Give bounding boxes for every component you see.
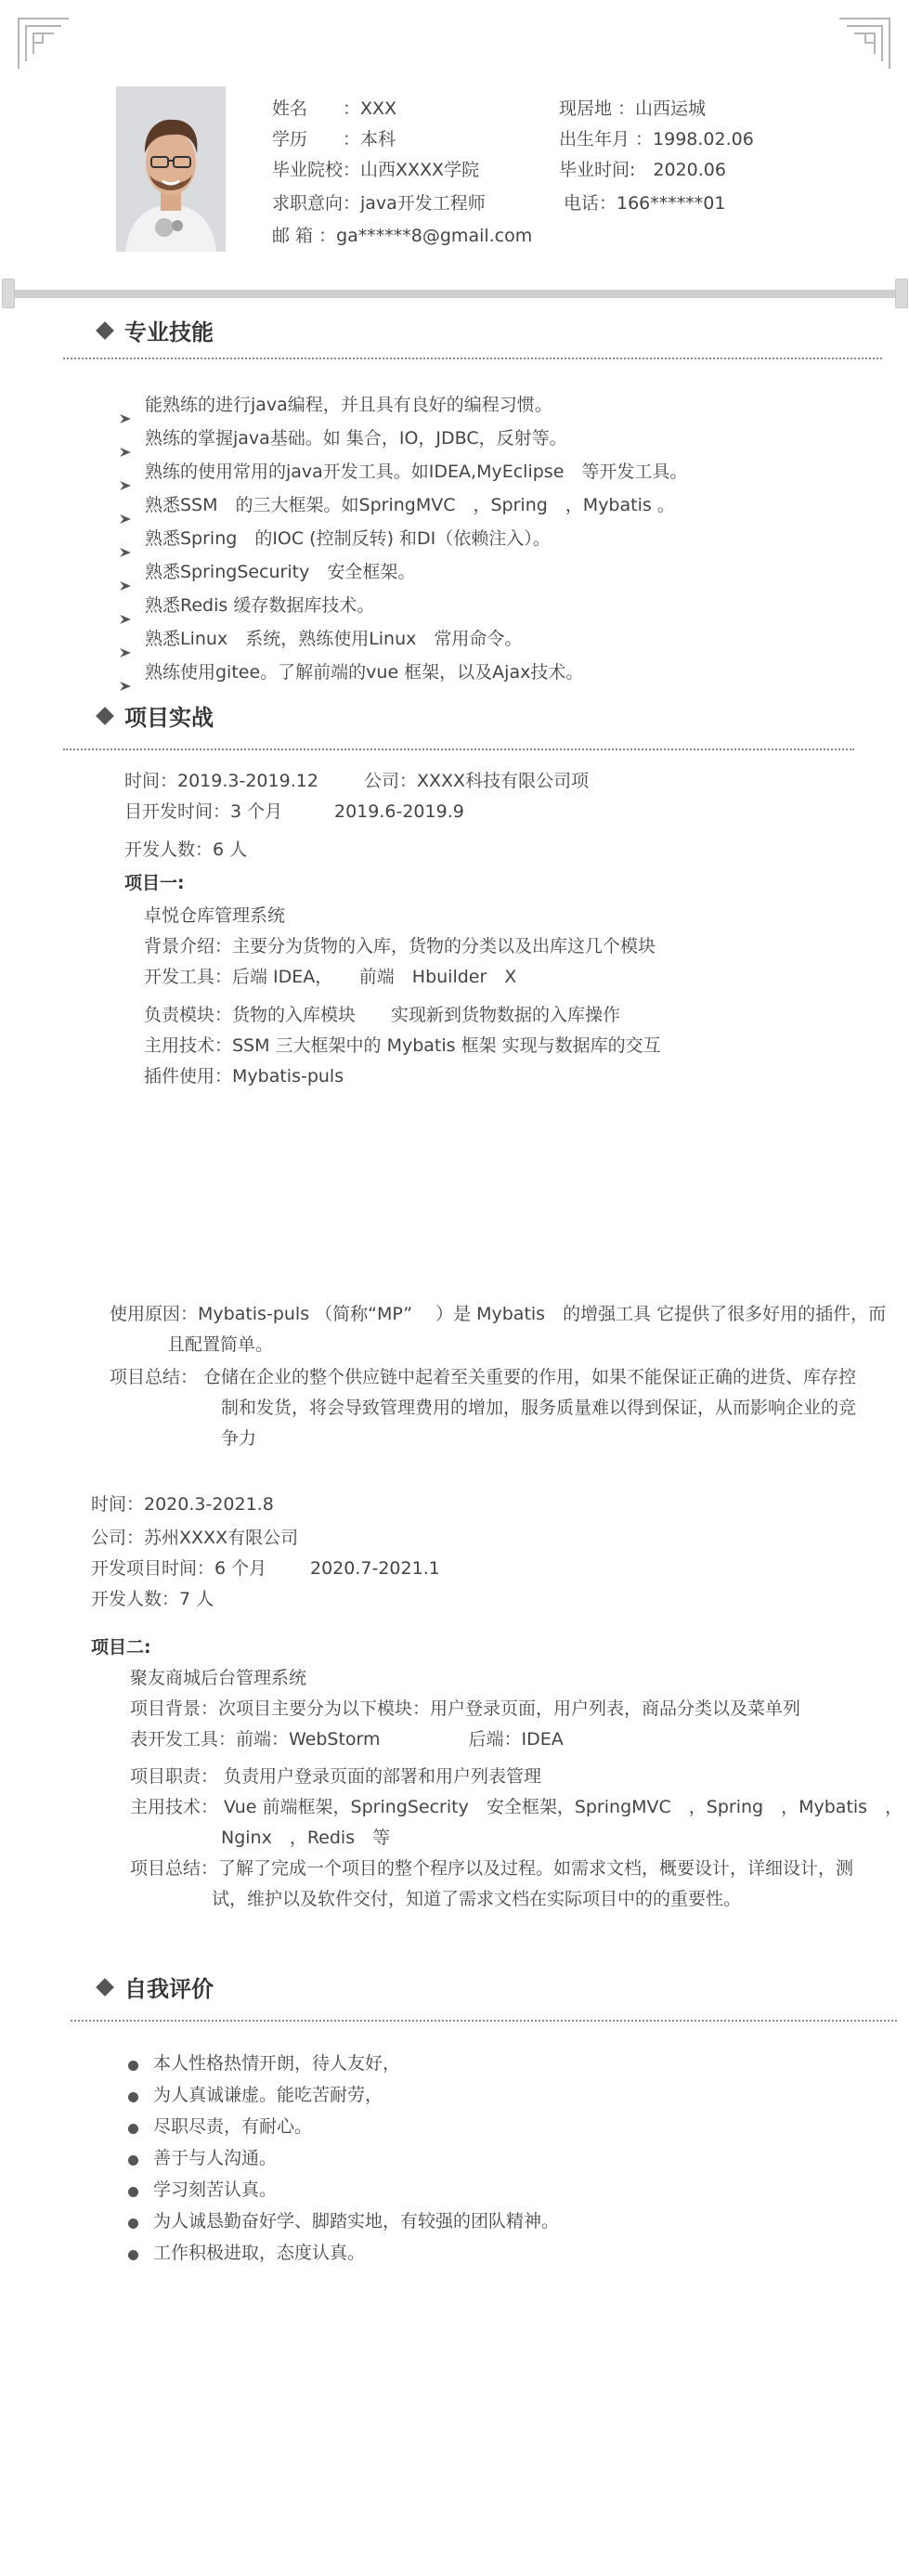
profile-email: 邮 箱 ：ga******8@gmail.com [272,226,533,246]
p1-background: 背景介绍：主要分为货物的入库，货物的分类以及出库这几个模块 [144,936,656,956]
p1-module: 负责模块：货物的入库模块 实现新到货物数据的入库操作 [144,1005,621,1025]
diamond-icon [96,1978,114,1997]
p1-team: 开发人数：6 人 [124,839,248,860]
skill-item [119,555,687,589]
skill-item [119,589,687,622]
p1-time: 时间：2019.3-2019.12 [124,771,318,791]
p1-summary-line3: 争力 [221,1428,257,1449]
arrow-bullet-icon [119,502,132,514]
evaluation-text: 工作积极进取，态度认真。 [153,2243,366,2263]
evaluation-item [128,2142,559,2174]
p2-tools: 表开发工具：前端：WebStorm 后端：IDEA [130,1729,564,1750]
section-divider [63,748,854,750]
dot-bullet-icon [128,2092,138,2102]
skill-item [119,656,687,689]
arrow-bullet-icon [119,636,132,647]
profile-birth: 出生年月 ：1998.02.06 [559,129,754,150]
dot-bullet-icon [128,2187,138,2197]
p2-dev-range: 2020.7-2021.1 [310,1558,440,1579]
profile-location: 现居地 ：山西运城 [559,98,707,119]
p1-name: 卓悦仓库管理系统 [144,905,286,926]
diamond-icon [96,707,114,725]
p1-reason-line1: 使用原因：Mybatis-puls （简称“MP” ）是 Mybatis 的增强工具 它提供了很多好用的插件，而 [110,1304,887,1324]
skill-item [119,622,687,656]
p2-tech-line2: Nginx ，Redis 等 [221,1828,391,1848]
section-title-text: 项目实战 [124,705,214,731]
diamond-icon [96,321,114,340]
arrow-bullet-icon [119,436,132,447]
skill-item [119,455,687,488]
skill-item [119,388,687,422]
skill-text: 熟练的使用常用的java开发工具。如IDEA,MyEclipse 等开发工具。 [145,462,688,482]
evaluation-text: 为人真诚谦虚。能吃苦耐劳， [153,2085,383,2105]
evaluation-text: 尽职尽责，有耐心。 [153,2116,313,2137]
section-title-evaluation [95,1971,214,2003]
skill-text: 熟悉Spring 的IOC (控制反转) 和DI（依赖注入）。 [145,528,551,549]
p1-plugin: 插件使用：Mybatis-puls [144,1066,344,1086]
p2-dev-time: 开发项目时间：6 个月 [91,1558,267,1579]
p2-background: 项目背景：次项目主要分为以下模块：用户登录页面，用户列表，商品分类以及菜单列 [130,1698,801,1719]
arrow-bullet-icon [119,603,132,614]
p1-reason-line2: 且配置简单。 [167,1334,274,1355]
p1-tech: 主用技术：SSM 三大框架中的 Mybatis 框架 实现与数据库的交互 [144,1035,661,1056]
arrow-bullet-icon [119,402,132,413]
p1-company: 公司：XXXX科技有限公司项 [364,771,590,791]
p1-label: 项目一: [124,873,185,893]
profile-name: 姓名 ：XXX [272,98,397,119]
p2-team: 开发人数：7 人 [91,1589,214,1609]
p1-dev-range: 2019.6-2019.9 [334,801,464,822]
dot-bullet-icon [128,2155,138,2166]
p2-company: 公司：苏州XXXX有限公司 [91,1528,299,1548]
section-title-skills [95,314,214,346]
header-divider [7,290,901,298]
p2-time: 时间：2020.3-2021.8 [91,1494,274,1515]
arrow-bullet-icon [119,469,132,480]
evaluation-item [128,2174,559,2205]
dot-bullet-icon [128,2218,138,2229]
p1-summary-line2: 制和发货，将会导致管理费用的增加，服务质量难以得到保证，从而影响企业的竞 [221,1398,857,1418]
dot-bullet-icon [128,2061,138,2071]
evaluation-item [128,2111,559,2142]
evaluation-text: 本人性格热情开朗，待人友好， [153,2053,401,2074]
divider-cap-left [2,279,15,308]
dot-bullet-icon [128,2124,138,2134]
skill-text: 熟悉SpringSecurity 安全框架。 [145,562,416,582]
section-title-projects [95,699,214,732]
skill-text: 熟悉Linux 系统，熟练使用Linux 常用命令。 [145,629,523,649]
skills-list [119,388,687,689]
profile-education: 学历 ：本科 [272,129,396,150]
dot-bullet-icon [128,2250,138,2260]
profile-graduation: 毕业时间: 2020.06 [559,160,726,180]
p2-summary-line1: 项目总结：了解了完成一个项目的整个程序以及过程。如需求文档，概要设计，详细设计，测 [130,1858,854,1879]
p2-summary-line2: 试，维护以及软件交付，知道了需求文档在实际项目中的的重要性。 [212,1889,742,1909]
skill-item [119,422,687,455]
skill-item [119,488,687,522]
avatar [116,86,226,252]
evaluation-text: 为人诚恳勤奋好学、脚踏实地，有较强的团队精神。 [153,2211,560,2231]
corner-ornament-icon [838,17,891,71]
p1-dev-time: 目开发时间：3 个月 [124,801,283,822]
evaluation-text: 善于与人沟通。 [153,2148,278,2168]
skill-text: 熟练的掌握java基础。如 集合，IO，JDBC，反射等。 [145,428,567,449]
section-title-text: 专业技能 [124,319,214,345]
p2-duty: 项目职责： 负责用户登录页面的部署和用户列表管理 [130,1766,542,1787]
skill-text: 熟练使用gitee。了解前端的vue 框架，以及Ajax技术。 [145,662,584,683]
p1-summary-line1: 项目总结： 仓储在企业的整个供应链中起着至关重要的作用，如果不能保证正确的进货、库存控 [110,1367,857,1387]
skill-text: 熟悉SSM 的三大框架。如SpringMVC ，Spring ，Mybatis 。 [145,495,675,515]
evaluation-text: 学习刻苦认真。 [153,2179,278,2200]
skill-text: 熟悉Redis 缓存数据库技术。 [145,595,375,616]
skill-text: 能熟练的进行java编程，并且具有良好的编程习惯。 [145,395,552,415]
p2-name: 聚友商城后台管理系统 [130,1668,307,1688]
section-divider [71,2020,897,2022]
arrow-bullet-icon [119,569,132,580]
p1-tools: 开发工具：后端 IDEA， 前端 Hbuilder X [144,967,517,987]
arrow-bullet-icon [119,670,132,681]
evaluation-list [128,2048,559,2269]
p2-tech-line1: 主用技术： Vue 前端框架，SpringSecrity 安全框架，SpringMVC ，Spring ，Mybatis ， [130,1797,903,1817]
profile-phone: 电话：166******01 [564,193,726,214]
skill-item [119,522,687,555]
p2-label: 项目二: [91,1637,151,1658]
arrow-bullet-icon [119,536,132,547]
profile-intent: 求职意向：java开发工程师 [272,193,486,214]
section-divider [63,358,882,359]
divider-cap-right [895,279,908,308]
profile-school: 毕业院校：山西XXXX学院 [272,160,480,180]
evaluation-item [128,2048,559,2079]
evaluation-item [128,2237,559,2269]
section-title-text: 自我评价 [124,1976,214,2002]
corner-ornament-icon [17,17,71,71]
evaluation-item [128,2205,559,2237]
evaluation-item [128,2079,559,2111]
